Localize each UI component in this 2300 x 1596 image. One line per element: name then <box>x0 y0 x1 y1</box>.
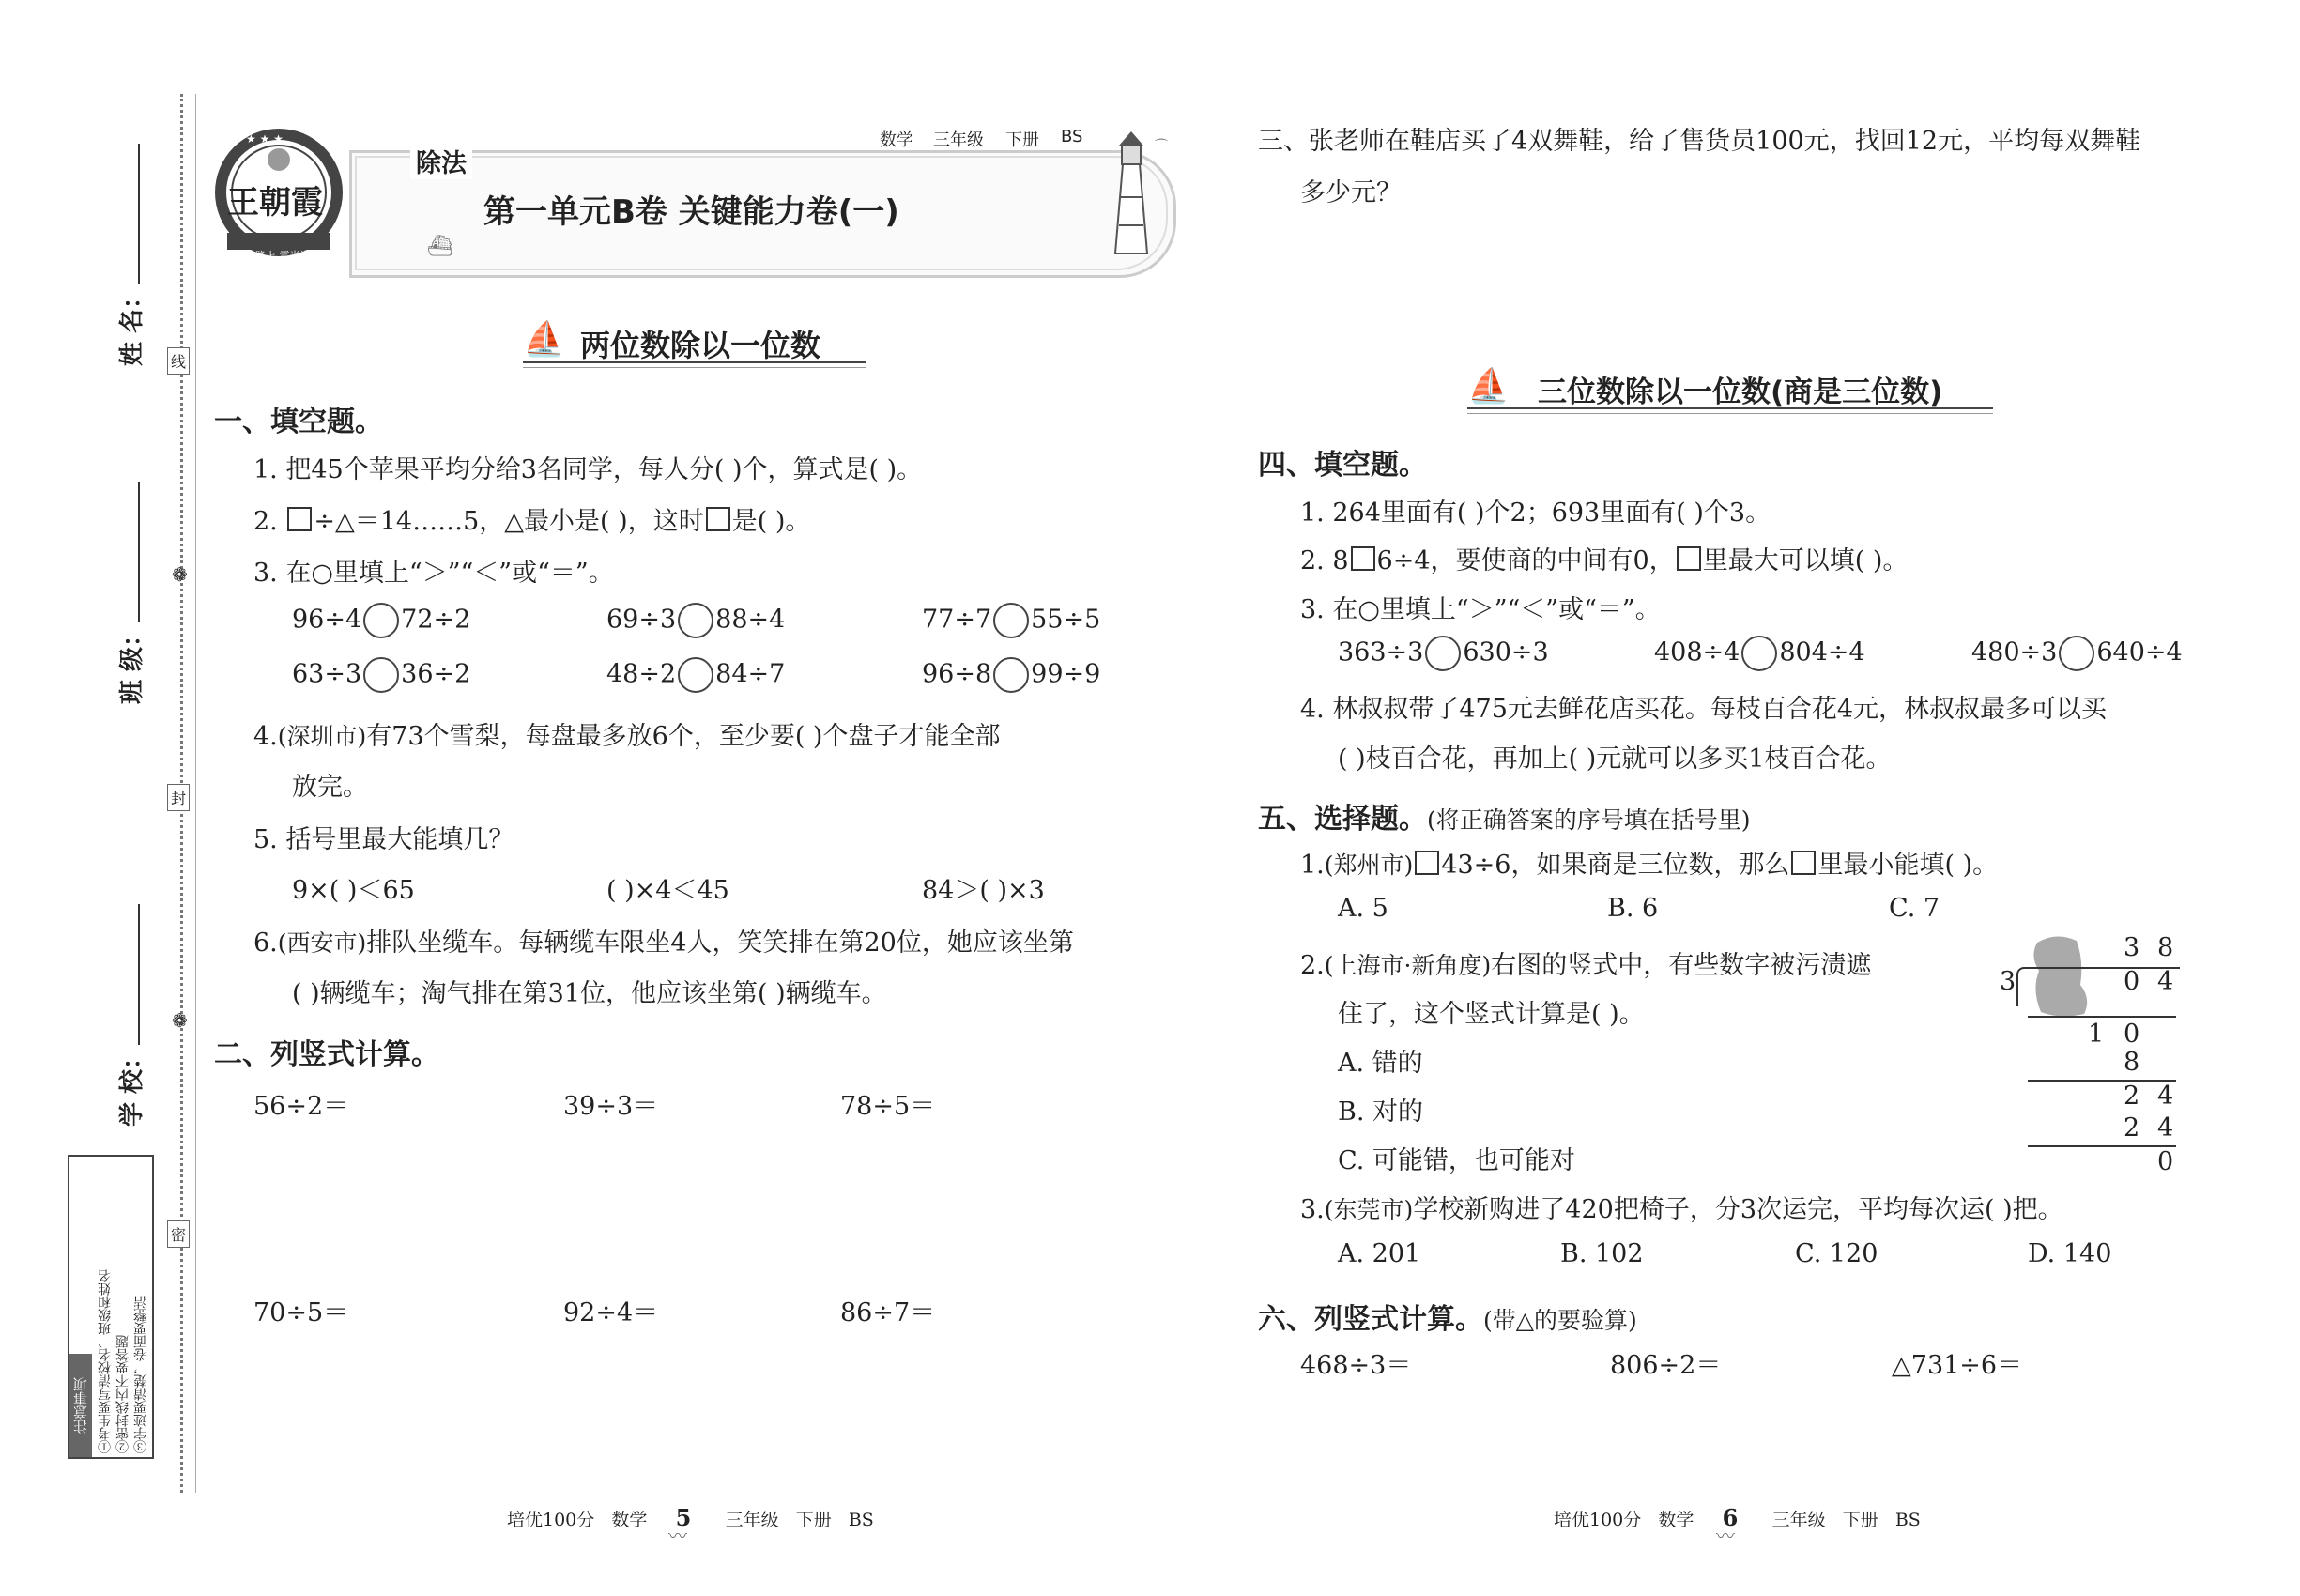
compare-item: 77÷7 55÷5 <box>922 603 1100 638</box>
fill-item: 84＞( )×3 <box>922 876 1045 905</box>
footer-left: 培优100分 数学 5 三年级 下册 BS <box>507 1504 874 1531</box>
answer-circle[interactable] <box>678 603 713 638</box>
question-4-4-cont: ( )枝百合花，再加上( )元就可以多买1枝百合花。 <box>1338 744 1892 774</box>
quotient-digit: 3 <box>2124 933 2140 962</box>
page-number: 5 <box>675 1504 692 1531</box>
calc-item: 806÷2＝ <box>1610 1351 1722 1380</box>
svg-text:★ ★ ★: ★ ★ ★ <box>246 132 284 146</box>
option[interactable]: A. 5 <box>1338 894 1388 923</box>
answer-circle[interactable] <box>993 657 1029 693</box>
choice-1: 1.(郑州市) 43÷6，如果商是三位数，那么 里最小能填( )。 <box>1300 851 1999 880</box>
banner-underline-2 <box>523 367 866 368</box>
calc-item: 468÷3＝ <box>1300 1351 1412 1380</box>
option[interactable]: D. 140 <box>2028 1239 2112 1268</box>
step-digit: 2 <box>2124 1082 2140 1111</box>
long-division-figure <box>2000 929 2178 1178</box>
compare-item: 408÷4 804÷4 <box>1654 636 1865 671</box>
calc-item: 92÷4＝ <box>563 1298 659 1327</box>
question-1-3: 3. 在○里填上“＞”“＜”或“＝”。 <box>253 559 614 588</box>
fill-item: ( )×4＜45 <box>606 876 729 905</box>
option[interactable]: C. 120 <box>1795 1239 1878 1268</box>
step-digit: 4 <box>2157 1113 2174 1143</box>
section-banner: 三位数除以一位数(商是三位数) <box>1538 376 1943 409</box>
square-icon <box>1677 546 1701 571</box>
banner-underline-2 <box>1467 413 1993 414</box>
tag-volume: 下册 <box>1005 130 1039 150</box>
dividend-digit: 0 <box>2124 967 2140 996</box>
division-bracket <box>2016 967 2180 1006</box>
option[interactable]: B. 6 <box>1607 894 1659 923</box>
compare-item: 96÷8 99÷9 <box>922 657 1100 693</box>
divisor: 3 <box>2000 967 2016 996</box>
notice-item-1: ①考生要写清校名、班级和姓名 <box>98 1269 113 1453</box>
question-4-4: 4. 林叔叔带了475元去鲜花店买花。每枝百合花4元，林叔叔最多可以买 <box>1300 695 2108 724</box>
notice-item-3: ③字迹要清楚，卷面要整洁 <box>133 1296 148 1453</box>
chapter-label: 除法 <box>410 143 472 179</box>
section-5-title: 五、选择题。(将正确答案的序号填在括号里) <box>1258 803 1751 836</box>
square-icon <box>1351 546 1375 571</box>
option[interactable]: B. 102 <box>1560 1239 1644 1268</box>
banner-underline <box>1467 407 1993 409</box>
logo-text: 王朝霞 <box>227 184 323 222</box>
notice-item-2: ②密封线内不要答题 <box>115 1335 130 1453</box>
name-field[interactable]: 姓 名： <box>113 144 147 366</box>
dividend-digit: 4 <box>2157 967 2174 996</box>
lighthouse-icon <box>1080 122 1183 263</box>
option[interactable]: A. 错的 <box>1338 1049 1423 1078</box>
option[interactable]: A. 201 <box>1338 1239 1421 1268</box>
question-1-1: 1. 把45个苹果平均分给3名同学，每人分( )个，算式是( )。 <box>253 455 923 484</box>
choice-3: 3.(东莞市)学校新购进了420把椅子，分3次运完，平均每次运( )把。 <box>1300 1195 2063 1224</box>
step-digit: 8 <box>2124 1048 2140 1077</box>
cut-mark-1: 线 <box>167 347 190 375</box>
quotient-digit: 8 <box>2157 933 2174 962</box>
tag-edition: BS <box>1061 127 1083 146</box>
fill-item: 9×( )＜65 <box>292 876 415 905</box>
logo-slogan: 成长路上 雷光满天 <box>235 250 321 262</box>
sailboat-icon: ⛵ <box>523 320 565 359</box>
page-title: 第一单元B卷 关键能力卷(一) <box>483 193 899 231</box>
remainder: 0 <box>2157 1147 2174 1176</box>
calc-item: 56÷2＝ <box>253 1092 349 1121</box>
notice-box <box>68 1155 154 1459</box>
step-digit: 4 <box>2157 1082 2174 1111</box>
choice-2-cont: 住了，这个竖式计算是( )。 <box>1338 1000 1645 1029</box>
question-1-2: 2. ÷△＝14……5，△最小是( )，这时 是( )。 <box>253 507 811 536</box>
calc-item: △731÷6＝ <box>1892 1351 2023 1380</box>
ornament-icon: ❁ <box>172 1009 188 1032</box>
step-digit: 1 <box>2088 1020 2105 1049</box>
option[interactable]: C. 可能错，也可能对 <box>1338 1146 1575 1175</box>
square-icon <box>287 507 312 531</box>
class-field[interactable]: 班 级： <box>113 482 147 704</box>
section-2-title: 二、列竖式计算。 <box>214 1038 439 1071</box>
option[interactable]: C. 7 <box>1889 894 1940 923</box>
footer-right: 培优100分 数学 6 三年级 下册 BS <box>1554 1504 1921 1531</box>
compare-item: 48÷2 84÷7 <box>606 657 785 693</box>
tag-grade: 三年级 <box>933 130 984 150</box>
calc-item: 78÷5＝ <box>840 1092 936 1121</box>
compare-item: 69÷3 88÷4 <box>606 603 785 638</box>
wave-icon: 〰 <box>1716 1525 1735 1547</box>
compare-item: 363÷3 630÷3 <box>1338 636 1549 671</box>
answer-circle[interactable] <box>2059 636 2094 671</box>
question-1-5: 5. 括号里最大能填几？ <box>253 825 514 854</box>
square-icon <box>1415 851 1439 875</box>
question-1-6-cont: ( )辆缆车；淘气排在第31位，他应该坐第( )辆缆车。 <box>292 979 887 1008</box>
compare-item: 63÷3 36÷2 <box>292 657 470 693</box>
answer-circle[interactable] <box>363 657 399 693</box>
cut-mark-3: 密 <box>167 1220 190 1248</box>
square-icon <box>1791 851 1816 875</box>
cut-mark-2: 封 <box>167 784 190 811</box>
sailboat-icon: ⛵ <box>1467 367 1510 406</box>
section-3-question: 三、张老师在鞋店买了4双舞鞋，给了售货员100元，找回12元，平均每双舞鞋 <box>1258 127 2141 156</box>
question-1-4-cont: 放完。 <box>292 773 368 802</box>
answer-circle[interactable] <box>993 603 1029 638</box>
compare-item: 480÷3 640÷4 <box>1971 636 2183 671</box>
svg-text:⌒: ⌒ <box>1155 139 1168 154</box>
page-number: 6 <box>1722 1504 1739 1531</box>
solid-line <box>195 94 196 1493</box>
step-digit: 0 <box>2124 1020 2140 1049</box>
answer-circle[interactable] <box>1741 636 1777 671</box>
boat-icon: ⛴ <box>427 235 453 258</box>
section-3-question-cont: 多少元？ <box>1300 178 1402 207</box>
section-6-title: 六、列竖式计算。(带△的要验算) <box>1258 1303 1637 1336</box>
calc-item: 39÷3＝ <box>563 1092 659 1121</box>
section-4-title: 四、填空题。 <box>1258 449 1427 482</box>
question-4-2: 2. 8 6÷4，要使商的中间有0， 里最大可以填( )。 <box>1300 546 1909 575</box>
square-icon <box>706 507 730 531</box>
answer-circle[interactable] <box>1425 636 1461 671</box>
banner-underline <box>523 361 866 363</box>
choice-2: 2.(上海市·新角度)右图的竖式中，有些数字被污渍遮 <box>1300 951 1872 980</box>
tag-subject: 数学 <box>880 130 913 150</box>
question-4-1: 1. 264里面有( )个2；693里面有( )个3。 <box>1300 499 1771 528</box>
step-digit: 2 <box>2124 1113 2140 1143</box>
question-4-3: 3. 在○里填上“＞”“＜”或“＝”。 <box>1300 595 1661 624</box>
answer-circle[interactable] <box>363 603 399 638</box>
question-1-4: 4.(深圳市)有73个雪梨，每盘最多放6个，至少要( )个盘子才能全部 <box>253 722 1001 751</box>
section-1-title: 一、填空题。 <box>214 406 383 438</box>
question-1-6: 6.(西安市)排队坐缆车。每辆缆车限坐4人，笑笑排在第20位，她应该坐第 <box>253 928 1074 958</box>
answer-circle[interactable] <box>678 657 713 693</box>
section-banner: 两位数除以一位数 <box>580 328 821 363</box>
compare-item: 96÷4 72÷2 <box>292 603 470 638</box>
calc-item: 70÷5＝ <box>253 1298 349 1327</box>
calc-item: 86÷7＝ <box>840 1298 936 1327</box>
ornament-icon: ❁ <box>172 563 188 586</box>
notice-title: 注意事项 <box>69 1354 92 1457</box>
option[interactable]: B. 对的 <box>1338 1097 1424 1127</box>
school-field[interactable]: 学 校： <box>113 904 147 1127</box>
wave-icon: 〰 <box>668 1525 687 1547</box>
